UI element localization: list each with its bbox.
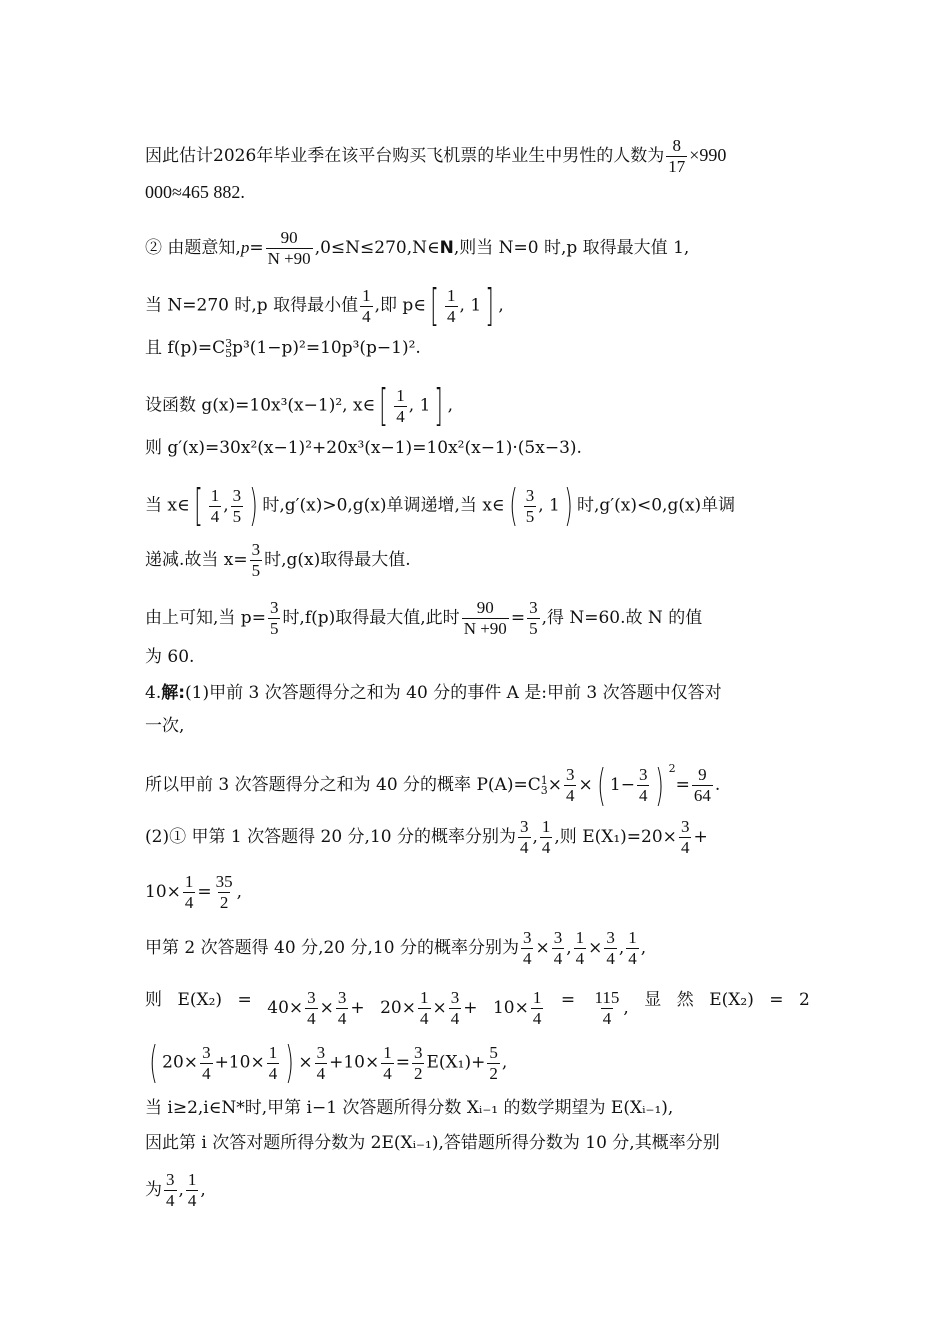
fraction — [267, 1043, 280, 1084]
text: 则 — [145, 990, 162, 1010]
numerator: 3 — [680, 817, 690, 836]
text: 当 N=270 时,p 取得最小值 — [145, 295, 359, 316]
numerator: 3 — [529, 598, 538, 617]
fraction — [360, 286, 373, 327]
bracket: ( — [149, 1037, 158, 1088]
denominator: 4 — [638, 786, 648, 805]
bracket: [ — [379, 380, 389, 431]
numerator: 1 — [532, 988, 542, 1007]
denominator: 2 — [219, 893, 229, 912]
text: = — [560, 990, 576, 1010]
fraction — [518, 817, 531, 858]
numerator: 35 — [215, 872, 233, 891]
text: 且 f(p)=C — [145, 338, 226, 358]
text: E(X₂) — [177, 990, 223, 1010]
text: 时,f(p)取得最大值,此时 — [282, 608, 460, 628]
text: , — [566, 938, 572, 958]
text-line-2 — [145, 180, 810, 205]
numerator: 3 — [337, 988, 347, 1007]
text-line-5 — [145, 336, 810, 360]
text-line-8: 当 x∈[ $\frac{1}{4}$ , $\frac{3}{5}$ ) 时,g′(x)>0,g(x)单调递增,当 x∈( $\frac{3}{5}$ , 1) 时,g′(x)<0,g(x)单调 — [145, 480, 736, 531]
fraction — [564, 765, 577, 806]
numerator: 3 — [520, 817, 529, 836]
text: p³(1−p)²=10p³(p−1)². — [232, 338, 421, 358]
text-line-20 — [145, 1096, 810, 1120]
solution-label: 解: — [161, 683, 186, 703]
text: × — [432, 998, 447, 1018]
term — [267, 988, 364, 1029]
numerator: 3 — [307, 988, 316, 1007]
fraction — [552, 928, 565, 969]
numerator: 90 — [476, 598, 494, 617]
sub: 3 — [540, 783, 548, 797]
fraction — [487, 1043, 500, 1084]
numerator: 3 — [413, 1042, 423, 1062]
text: = — [395, 1052, 410, 1073]
fraction — [268, 598, 281, 639]
fraction — [679, 817, 692, 858]
text: ,0≤N≤270,N∈ — [314, 238, 440, 258]
numerator: 1 — [268, 1042, 278, 1062]
denominator: 4 — [447, 306, 456, 326]
fraction — [540, 817, 553, 858]
numerator: 5 — [489, 1042, 498, 1062]
numerator: 1 — [628, 928, 637, 947]
text: 2 — [799, 990, 810, 1010]
text: 时,g′(x)<0,g(x)单调 — [576, 495, 736, 516]
denominator: 4 — [522, 949, 532, 968]
text: E(X₂) — [709, 990, 754, 1010]
text: 1− — [609, 775, 635, 795]
text: 因此估计2026年毕业季在该平台购买飞机票的毕业生中男性的人数为 — [145, 146, 665, 166]
text-line-15 — [145, 817, 810, 858]
numerator: 1 — [447, 285, 456, 305]
bracket: ) — [655, 759, 665, 811]
denominator: N +90 — [267, 249, 311, 268]
denominator: N +90 — [463, 619, 507, 638]
denominator: 4 — [680, 838, 690, 857]
text: = — [510, 608, 526, 628]
denominator: 4 — [337, 1009, 347, 1028]
text: E(X₁)+ — [426, 1052, 486, 1073]
denominator: 4 — [316, 1063, 326, 1083]
numerator: 1 — [541, 817, 551, 836]
fraction — [637, 765, 650, 806]
denominator: 5 — [269, 619, 279, 638]
denominator: 4 — [187, 1191, 197, 1210]
fraction — [266, 228, 313, 269]
text: (2)① 甲第 1 次答题得 20 分,10 分的概率分别为 — [145, 827, 516, 847]
fraction — [186, 1170, 199, 1211]
fraction — [183, 872, 196, 913]
text: × — [588, 938, 603, 958]
text: 递减.故当 x= — [145, 550, 248, 570]
text-line-6: 设函数 g(x)=10x³(x−1)², x∈[ $\frac{1}{4}$ , 1] , — [145, 380, 453, 431]
text: × — [298, 1052, 313, 1073]
denominator: 2 — [489, 1063, 498, 1083]
text: 当 i≥2,i∈N*时,甲第 i−1 次答题所得分数 Xᵢ₋₁ 的数学期望为 E(Xᵢ₋₁), — [145, 1098, 674, 1118]
denominator: 4 — [307, 1009, 316, 1028]
fraction — [574, 928, 587, 969]
text-line-10 — [145, 598, 810, 639]
text: ×990 — [689, 145, 727, 165]
fraction — [250, 540, 263, 581]
text: , — [618, 938, 625, 958]
var: p — [240, 238, 250, 257]
term — [591, 988, 629, 1029]
sup: 2 — [668, 762, 676, 775]
numerator: 3 — [565, 765, 575, 784]
numerator: 3 — [525, 485, 535, 505]
text: . — [714, 775, 721, 795]
denominator: 4 — [396, 406, 405, 426]
text: 由上可知,当 p= — [145, 608, 266, 628]
fraction — [305, 988, 318, 1029]
text: 当 x∈ — [145, 495, 190, 516]
problem-number: 4. — [145, 683, 162, 703]
numerator: 9 — [698, 765, 707, 784]
bracket: ) — [249, 480, 259, 531]
text: 时,g′(x)>0,g(x)单调递增,当 x∈ — [262, 495, 505, 516]
denominator: 4 — [606, 949, 615, 968]
text: 甲第 2 次答题得 40 分,20 分,10 分的概率分别为 — [145, 938, 519, 958]
text: 然 — [676, 990, 694, 1010]
text-line-4: 当 N=270 时,p 取得最小值 $\frac{1}{4}$ ,即 p∈[ $\frac{1}{4}$ , 1] , — [145, 280, 504, 331]
denominator: 5 — [529, 619, 538, 638]
fraction — [418, 988, 431, 1029]
bracket: ( — [508, 480, 518, 531]
fraction — [209, 486, 222, 527]
fraction — [524, 486, 537, 527]
text: , — [236, 882, 243, 902]
numerator: 3 — [316, 1042, 326, 1062]
denominator: 4 — [166, 1191, 175, 1210]
sup: 1 — [540, 773, 548, 787]
text: +10× — [329, 1052, 380, 1073]
numerator: 3 — [251, 540, 261, 559]
text: = — [197, 882, 212, 902]
fraction — [604, 928, 617, 969]
text: 为 — [145, 1180, 162, 1200]
text: ,则 E(X₁)=20× — [554, 827, 677, 847]
text-line-19 — [145, 1037, 810, 1088]
fraction — [214, 872, 235, 913]
fraction — [449, 988, 462, 1029]
denominator: 4 — [450, 1009, 460, 1028]
text-line-18 — [145, 988, 810, 1029]
text: +10× — [214, 1052, 265, 1073]
fraction — [666, 136, 687, 177]
text: + — [693, 827, 708, 847]
text: , — [623, 998, 629, 1018]
text: , — [501, 1052, 508, 1073]
denominator: 4 — [565, 786, 575, 805]
fraction — [692, 765, 713, 806]
text: 设函数 g(x)=10x³(x−1)², x∈ — [145, 395, 376, 416]
numerator: 3 — [638, 765, 648, 784]
denominator: 4 — [553, 949, 563, 968]
denominator: 4 — [184, 893, 194, 912]
denominator: 5 — [251, 561, 261, 580]
denominator: 4 — [628, 949, 637, 968]
numerator: 1 — [184, 872, 194, 891]
text: 一次, — [145, 716, 185, 736]
sup: 3 — [225, 336, 233, 350]
text: , — [532, 827, 538, 847]
text: ,得 N=60.故 N 的值 — [541, 608, 703, 628]
fraction — [626, 928, 639, 969]
text: = — [675, 775, 690, 795]
text: + — [350, 998, 365, 1018]
denominator: 4 — [541, 838, 551, 857]
text-line-3 — [145, 228, 810, 269]
text: , 1 — [538, 495, 560, 516]
set-N: N — [439, 238, 454, 258]
denominator: 4 — [420, 1009, 429, 1028]
denominator: 4 — [362, 306, 371, 326]
numerator: 3 — [522, 928, 532, 947]
text: 40× — [267, 998, 304, 1018]
text: , — [200, 1180, 206, 1200]
fraction — [412, 1043, 425, 1084]
numerator: 1 — [420, 988, 429, 1007]
text: ,即 p∈ — [374, 295, 426, 316]
numerator: 1 — [383, 1042, 392, 1062]
denominator: 4 — [202, 1063, 211, 1083]
text: , 1 — [459, 295, 482, 316]
bracket: [ — [430, 280, 439, 331]
bracket: ) — [285, 1037, 295, 1088]
fraction — [200, 1043, 213, 1084]
numerator: 1 — [396, 385, 405, 405]
text: 10× — [145, 882, 181, 902]
text: × — [547, 775, 562, 795]
text: 时,g(x)取得最大值. — [264, 550, 411, 570]
denominator: 4 — [575, 949, 585, 968]
text-line-22 — [145, 1170, 810, 1211]
text: , — [178, 1180, 184, 1200]
denominator: 4 — [383, 1063, 392, 1083]
fraction — [462, 598, 509, 639]
denominator: 4 — [210, 506, 220, 526]
bracket: ) — [564, 480, 573, 531]
text: 10× — [492, 998, 529, 1018]
denominator: 5 — [232, 506, 242, 526]
denominator: 17 — [668, 157, 686, 176]
text: × — [578, 775, 593, 795]
denominator: 4 — [532, 1009, 542, 1028]
text: 为 60. — [145, 647, 195, 667]
binom-indices — [540, 773, 548, 797]
text-line-14 — [145, 757, 810, 811]
numerator: 3 — [269, 598, 279, 617]
bracket: [ — [193, 480, 203, 531]
bracket: ] — [485, 280, 495, 331]
text: × — [535, 938, 550, 958]
text: = — [249, 238, 264, 258]
text-line-21 — [145, 1131, 810, 1155]
fraction — [531, 988, 544, 1029]
text-line-7 — [145, 436, 810, 460]
fraction — [394, 386, 407, 427]
text-line-17 — [145, 928, 810, 969]
denominator: 4 — [602, 1009, 612, 1028]
text: 000≈465 882. — [145, 182, 245, 202]
text: 所以甲前 3 次答题得分之和为 40 分的概率 P(A)=C — [145, 775, 541, 795]
denominator: 2 — [413, 1063, 423, 1083]
text-line-9 — [145, 540, 810, 581]
text-line-1 — [145, 136, 810, 177]
numerator: 90 — [280, 228, 298, 247]
fraction — [231, 486, 244, 527]
denominator: 4 — [520, 838, 529, 857]
fraction — [527, 598, 540, 639]
numerator: 1 — [210, 485, 220, 505]
bracket: ( — [596, 759, 606, 811]
text-line-13 — [145, 714, 810, 738]
numerator: 8 — [672, 136, 682, 155]
numerator: 3 — [553, 928, 563, 947]
term — [493, 988, 545, 1029]
fraction — [593, 988, 622, 1029]
text: = — [769, 990, 784, 1010]
numerator: 3 — [232, 485, 242, 505]
numerator: 3 — [202, 1042, 211, 1062]
numerator: 3 — [606, 928, 615, 947]
fraction — [164, 1170, 177, 1211]
text: 因此第 i 次答对题所得分数为 2E(Xᵢ₋₁),答错题所得分数为 10 分,其概率分别 — [145, 1133, 720, 1153]
text: 20× — [380, 998, 416, 1018]
term — [380, 988, 477, 1029]
text-line-12 — [145, 681, 810, 705]
text: 则 g′(x)=30x²(x−1)²+20x³(x−1)=10x²(x−1)·(5x−3). — [145, 438, 582, 458]
numerator: 3 — [166, 1170, 175, 1189]
fraction — [315, 1043, 328, 1084]
text-line-16 — [145, 872, 810, 913]
text: , 1 — [408, 395, 431, 416]
text: = — [237, 990, 252, 1010]
bracket: ] — [434, 380, 444, 431]
numerator: 3 — [450, 988, 460, 1007]
denominator: 4 — [268, 1063, 278, 1083]
denominator: 64 — [693, 786, 711, 805]
numerator: 1 — [187, 1170, 197, 1189]
numerator: 1 — [362, 285, 371, 305]
numerator: 1 — [575, 928, 585, 947]
denominator: 5 — [525, 506, 535, 526]
text: 20× — [162, 1052, 199, 1073]
text: + — [463, 998, 478, 1018]
text: , — [640, 938, 647, 958]
fraction — [381, 1043, 394, 1084]
fraction — [521, 928, 534, 969]
text: ,则当 N=0 时,p 取得最大值 1, — [453, 238, 690, 258]
fraction — [445, 286, 458, 327]
text: 显 — [644, 990, 662, 1010]
text: ② 由题意知, — [145, 238, 241, 258]
fraction — [336, 988, 349, 1029]
numerator: 115 — [594, 988, 620, 1007]
text: × — [319, 998, 334, 1018]
text: (1)甲前 3 次答题得分之和为 40 分的事件 A 是:甲前 3 次答题中仅答对 — [185, 683, 722, 703]
text-line-11 — [145, 645, 810, 669]
sub: 5 — [225, 346, 233, 360]
